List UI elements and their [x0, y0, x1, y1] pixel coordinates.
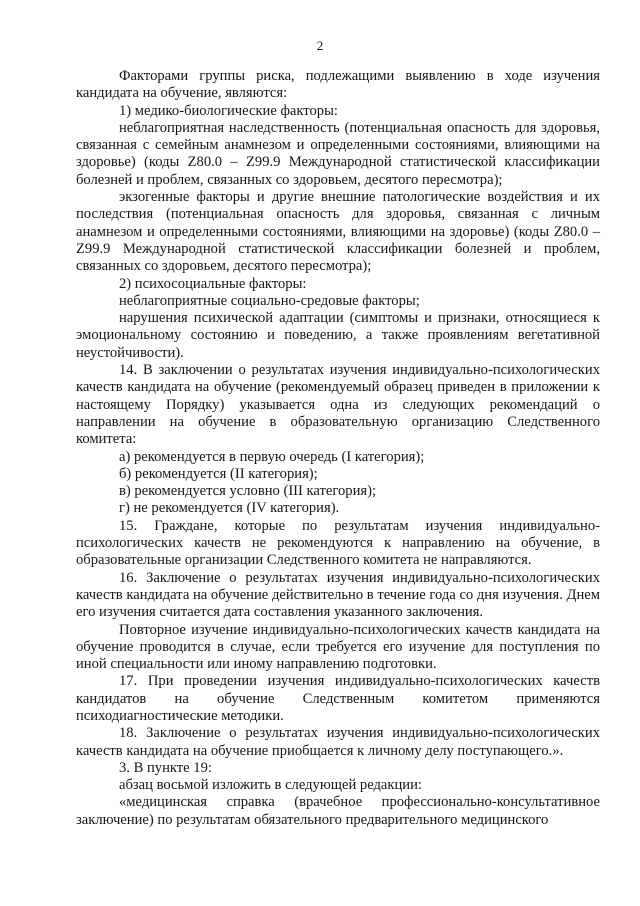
paragraph-heredity: неблагоприятная наследственность (потенциальная опасность для здоровья, связанная с семейным анамнезом и определенными состояниями, влияющими на здоровье) (коды Z80.0 – Z99.9 Международной статистической классификации болезней и проблем, связанных со здоровьем, десятого пересмотра); — [76, 119, 600, 188]
paragraph-point-3: 3. В пункте 19: — [119, 759, 212, 776]
paragraph-item-15: 15. Граждане, которые по результатам изучения индивидуально-психологических качеств не рекомендуются к направлению на обучение, в образовательные организации Следственного комитета не направляются. — [76, 517, 600, 569]
page-number: 2 — [316, 38, 324, 53]
paragraph-category-1: а) рекомендуется в первую очередь (I категория); — [119, 448, 425, 465]
paragraph-item-16: 16. Заключение о результатах изучения индивидуально-психологических качеств кандидата на обучение действительно в течение года со дня изучения. Днем его изучения считается дата составления указанного заключения. — [76, 569, 600, 621]
paragraph-medical-biological-heading: 1) медико-биологические факторы: — [119, 102, 338, 119]
document-body — [76, 68, 600, 829]
paragraph-exogenous-factors: экзогенные факторы и другие внешние патологические воздействия и их последствия (потенциальная опасность для здоровья, связанная с личным анамнезом и определенными состояниями, влияющими на здоровье) (коды Z80.0 – Z99.9 Международной статистической классификации болезней и проблем, связанных со здоровьем, десятого пересмотра); — [76, 189, 600, 275]
paragraph-item-14: 14. В заключении о результатах изучения индивидуально-психологических качеств кандидата на обучение (рекомендуемый образец приведен в приложении к настоящему Порядку) указывается одна из следующих рекомендаций о направлении на обучение в образовательную организацию Следственного комитета: — [76, 362, 600, 448]
paragraph-adaptation-disorders: нарушения психической адаптации (симптомы и признаки, относящиеся к эмоциональному состоянию и поведению, а также проявлениям вегетативной неустойчивости). — [76, 310, 600, 361]
paragraph-risk-factors-intro: Факторами группы риска, подлежащими выявлению в ходе изучения кандидата на обучение, являются: — [76, 68, 600, 102]
paragraph-category-2: б) рекомендуется (II категория); — [119, 465, 318, 482]
paragraph-item-18: 18. Заключение о результатах изучения индивидуально-психологических качеств кандидата на обучение приобщается к личному делу поступающего.». — [76, 725, 600, 759]
paragraph-item-17: 17. При проведении изучения индивидуально-психологических качеств кандидатов на обучение Следственным комитетом применяются психодиагностические методики. — [76, 673, 600, 724]
paragraph-repeat-study: Повторное изучение индивидуально-психологических качеств кандидата на обучение проводится в случае, если требуется его изучение для поступления по иной специальности или иному направлению подготовки. — [76, 621, 600, 673]
paragraph-medical-certificate: «медицинская справка (врачебное профессионально-консультативное заключение) по результатам обязательного предварительного медицинского — [76, 794, 600, 828]
paragraph-category-3: в) рекомендуется условно (III категория); — [119, 483, 377, 500]
paragraph-psychosocial-heading: 2) психосоциальные факторы: — [119, 275, 307, 292]
paragraph-eighth-abzac: абзац восьмой изложить в следующей редакции: — [119, 777, 422, 794]
paragraph-social-factors: неблагоприятные социально-средовые факторы; — [119, 292, 420, 309]
paragraph-category-4: г) не рекомендуется (IV категория). — [119, 500, 340, 517]
